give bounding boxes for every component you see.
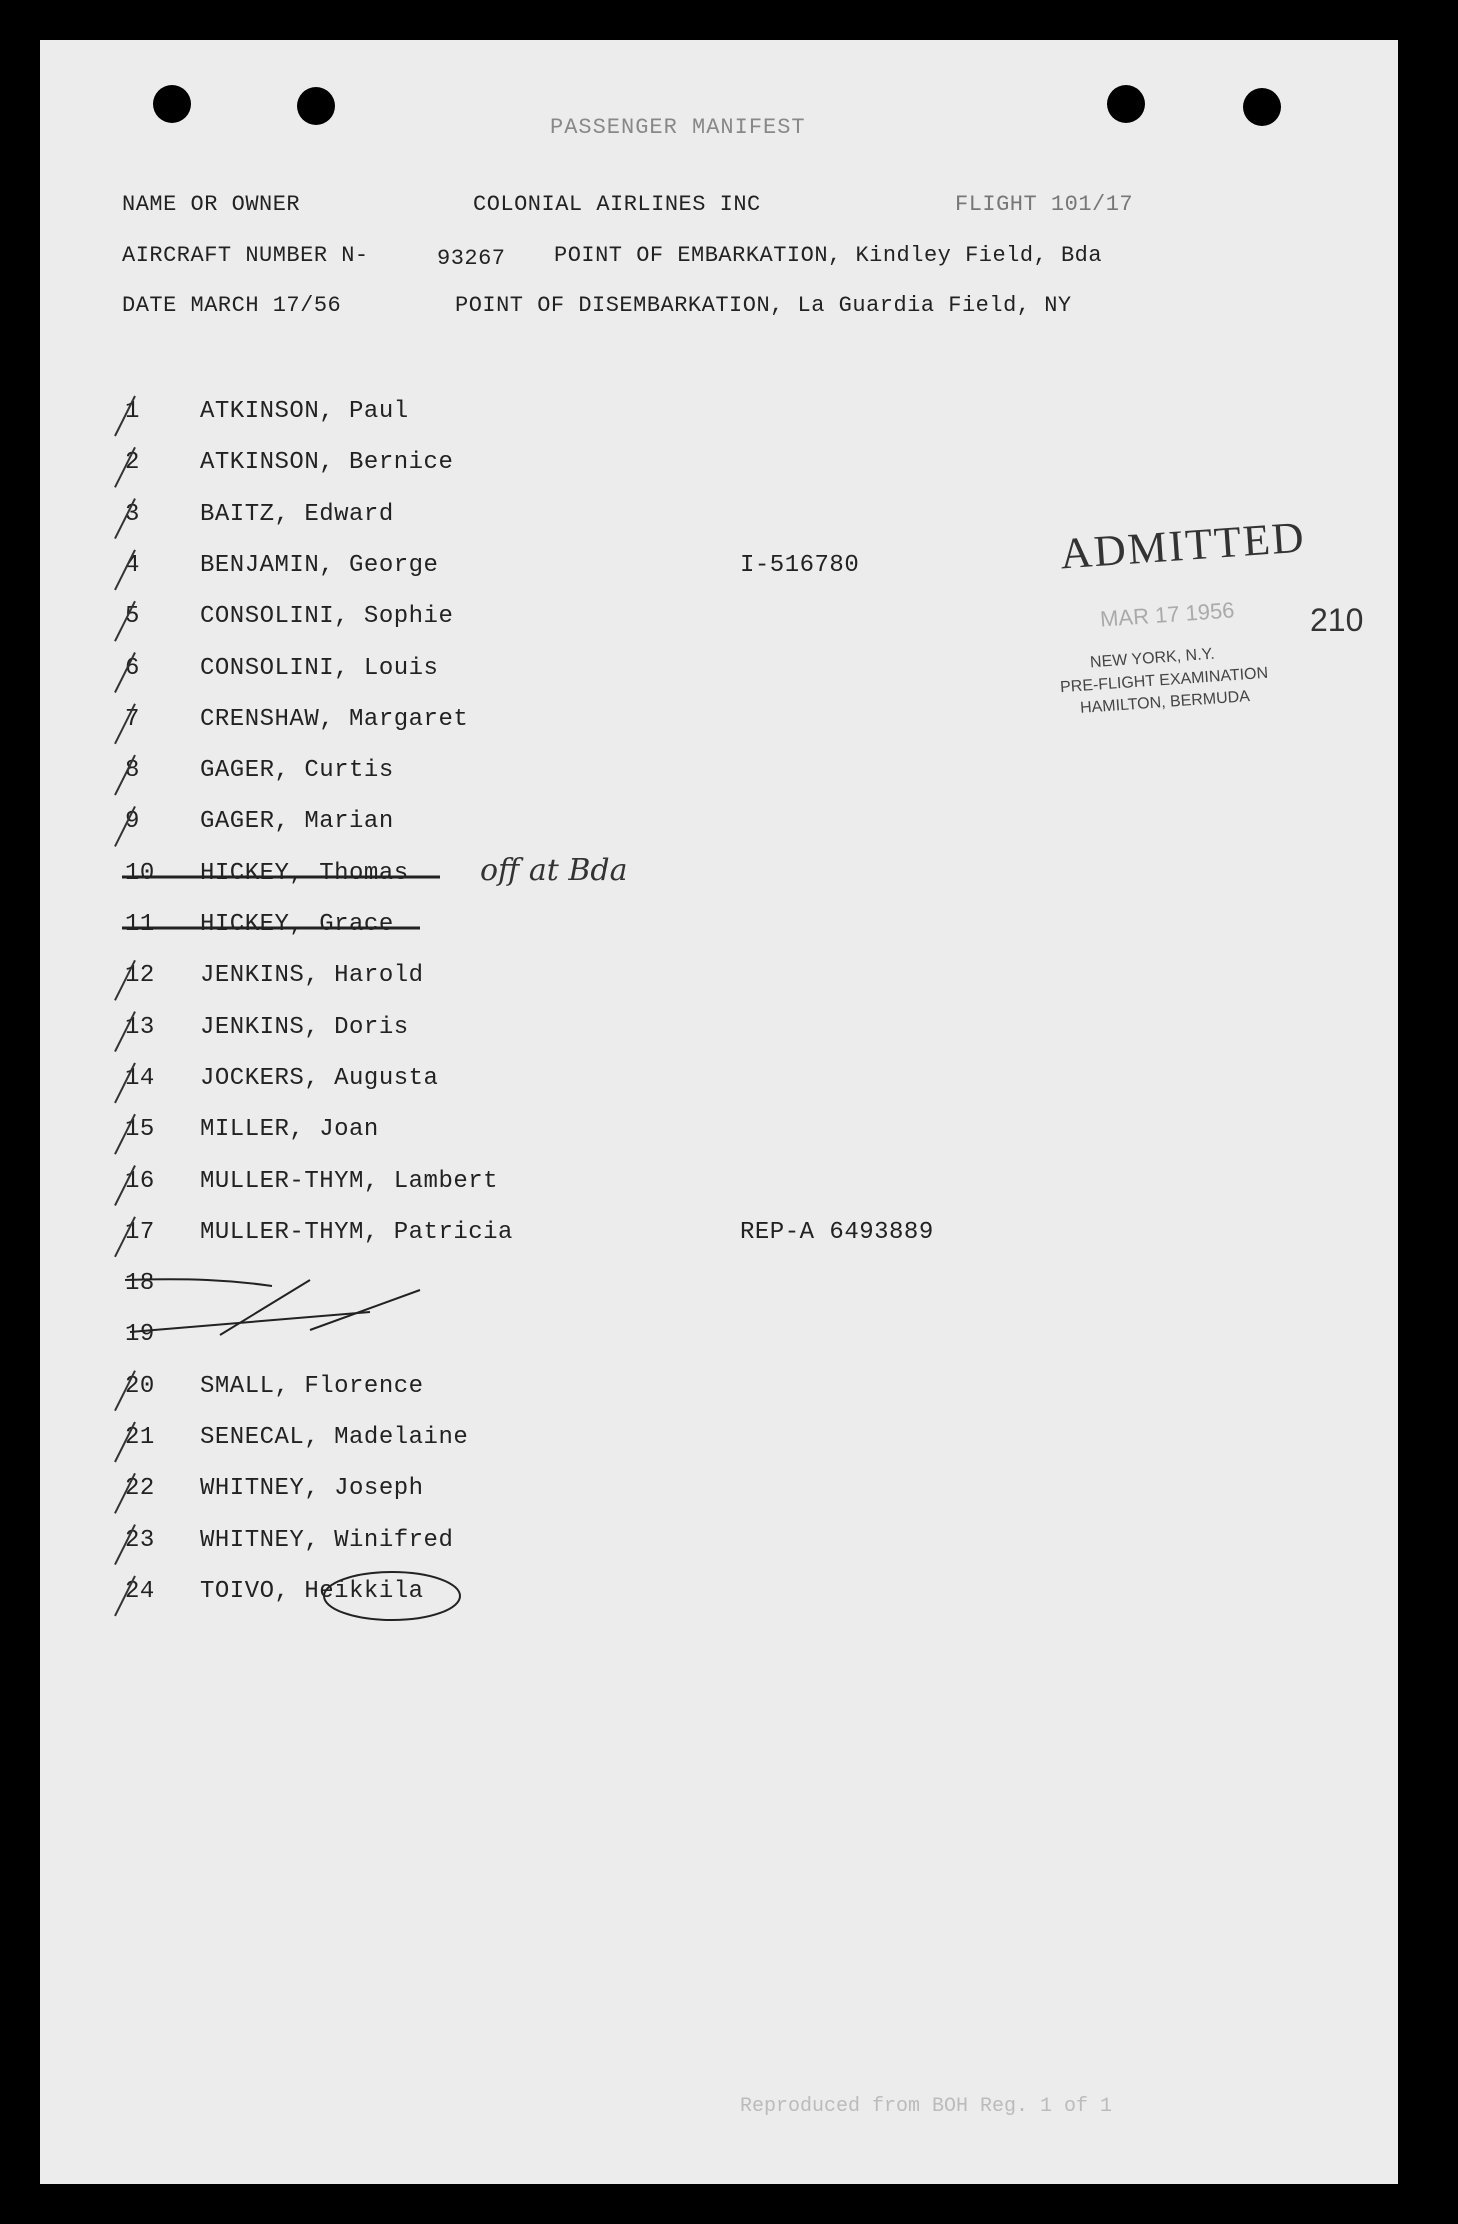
aircraft-value: 93267 (437, 246, 506, 271)
passenger-name: MILLER, Joan (200, 1116, 379, 1144)
passenger-number: 21 (125, 1424, 155, 1451)
passenger-number: 9 (125, 808, 140, 836)
check-mark (115, 1422, 135, 1462)
passenger-number: 8 (125, 757, 140, 785)
passenger-number: 20 (125, 1372, 155, 1400)
passenger-name: WHITNEY, Winifred (200, 1526, 454, 1554)
passenger-number: 1 (125, 398, 140, 425)
check-mark (115, 447, 135, 487)
passenger-name: BAITZ, Edward (200, 500, 394, 528)
passenger-name: ATKINSON, Bernice (200, 449, 454, 477)
check-mark (115, 960, 135, 1000)
passenger-name: ATKINSON, Paul (200, 398, 409, 425)
owner-value: COLONIAL AIRLINES INC (473, 192, 761, 217)
manifest-page (40, 40, 1398, 2184)
stamp-date: MAR 17 1956 (1099, 597, 1236, 632)
check-mark (115, 1473, 135, 1513)
flight-number: FLIGHT 101/17 (955, 192, 1134, 217)
check-mark (115, 1576, 135, 1616)
passenger-name: JENKINS, Harold (200, 962, 424, 990)
check-mark (115, 653, 135, 693)
check-mark (115, 1166, 135, 1206)
passenger-name: MULLER-THYM, Patricia (200, 1218, 513, 1246)
passenger-number: 3 (125, 500, 140, 528)
passenger-document: I-516780 (740, 551, 860, 579)
strike-line (220, 1280, 310, 1335)
check-mark (115, 1063, 135, 1103)
passenger-number: 10 (125, 859, 155, 887)
passenger-number: 24 (125, 1577, 155, 1605)
passenger-name: SENECAL, Madelaine (200, 1424, 469, 1451)
check-mark (115, 1217, 135, 1257)
passenger-name: BENJAMIN, George (200, 551, 439, 579)
check-mark (115, 755, 135, 795)
passenger-number: 15 (125, 1116, 155, 1144)
passenger-name: GAGER, Marian (200, 808, 394, 836)
check-mark (115, 806, 135, 846)
passenger-number: 18 (125, 1270, 155, 1298)
passenger-document: REP-A 6493889 (740, 1218, 934, 1246)
stamp-code: 210 (1310, 602, 1364, 638)
stamp-line-2: PRE-FLIGHT EXAMINATION (1059, 664, 1269, 697)
strike-line (125, 1279, 272, 1286)
check-mark (115, 1012, 135, 1052)
passenger-name: WHITNEY, Joseph (200, 1475, 424, 1503)
aircraft-label: AIRCRAFT NUMBER N- (122, 243, 369, 268)
passenger-name: MULLER-THYM, Lambert (200, 1167, 499, 1195)
document-title: PASSENGER MANIFEST (550, 115, 806, 140)
footer-note: Reproduced from BOH Reg. 1 of 1 (740, 2095, 1113, 2118)
passenger-number: 11 (125, 911, 155, 938)
date-label: DATE MARCH 17/56 (122, 293, 342, 318)
check-mark (115, 1114, 135, 1154)
passenger-name: HICKEY, Thomas (200, 859, 409, 887)
passenger-name: CONSOLINI, Sophie (200, 603, 454, 631)
passenger-name: GAGER, Curtis (200, 757, 394, 785)
passenger-name: JOCKERS, Augusta (200, 1064, 439, 1092)
passenger-number: 13 (125, 1013, 155, 1041)
passenger-name: CRENSHAW, Margaret (200, 705, 469, 733)
passenger-number: 6 (125, 654, 140, 682)
passenger-number: 7 (125, 705, 140, 733)
passenger-number: 19 (125, 1321, 155, 1349)
disembarkation-point: POINT OF DISEMBARKATION, La Guardia Field, NY (455, 293, 1072, 318)
passenger-number: 16 (125, 1167, 155, 1195)
passenger-number: 22 (125, 1475, 155, 1503)
passenger-number: 12 (125, 962, 155, 990)
check-mark (115, 1371, 135, 1411)
passenger-number: 14 (125, 1064, 155, 1092)
check-mark (115, 499, 135, 539)
stamp-line-1: NEW YORK, N.Y. (1089, 645, 1216, 672)
owner-label: NAME OR OWNER (122, 192, 301, 217)
passenger-name: JENKINS, Doris (200, 1013, 409, 1041)
passenger-number: 2 (125, 449, 140, 477)
stamp-line-3: HAMILTON, BERMUDA (1079, 688, 1251, 717)
strike-line (310, 1290, 420, 1330)
check-mark (115, 601, 135, 641)
handwritten-note: off at Bda (480, 853, 628, 888)
circle-mark (324, 1572, 460, 1620)
check-mark (115, 704, 135, 744)
passenger-number: 4 (125, 551, 140, 579)
passenger-number: 5 (125, 603, 140, 631)
passenger-number: 17 (125, 1218, 155, 1246)
embarkation-point: POINT OF EMBARKATION, Kindley Field, Bda (554, 243, 1103, 268)
check-mark (115, 1525, 135, 1565)
passenger-name: TOIVO, Heikkila (200, 1577, 424, 1605)
check-mark (115, 550, 135, 590)
handwritten-marks (40, 40, 1398, 2184)
passenger-name: HICKEY, Grace (200, 911, 394, 938)
stamp-title: ADMITTED (1058, 512, 1308, 579)
passenger-number: 23 (125, 1526, 155, 1554)
check-mark (115, 396, 135, 436)
passenger-name: SMALL, Florence (200, 1372, 424, 1400)
passenger-name: CONSOLINI, Louis (200, 654, 439, 682)
